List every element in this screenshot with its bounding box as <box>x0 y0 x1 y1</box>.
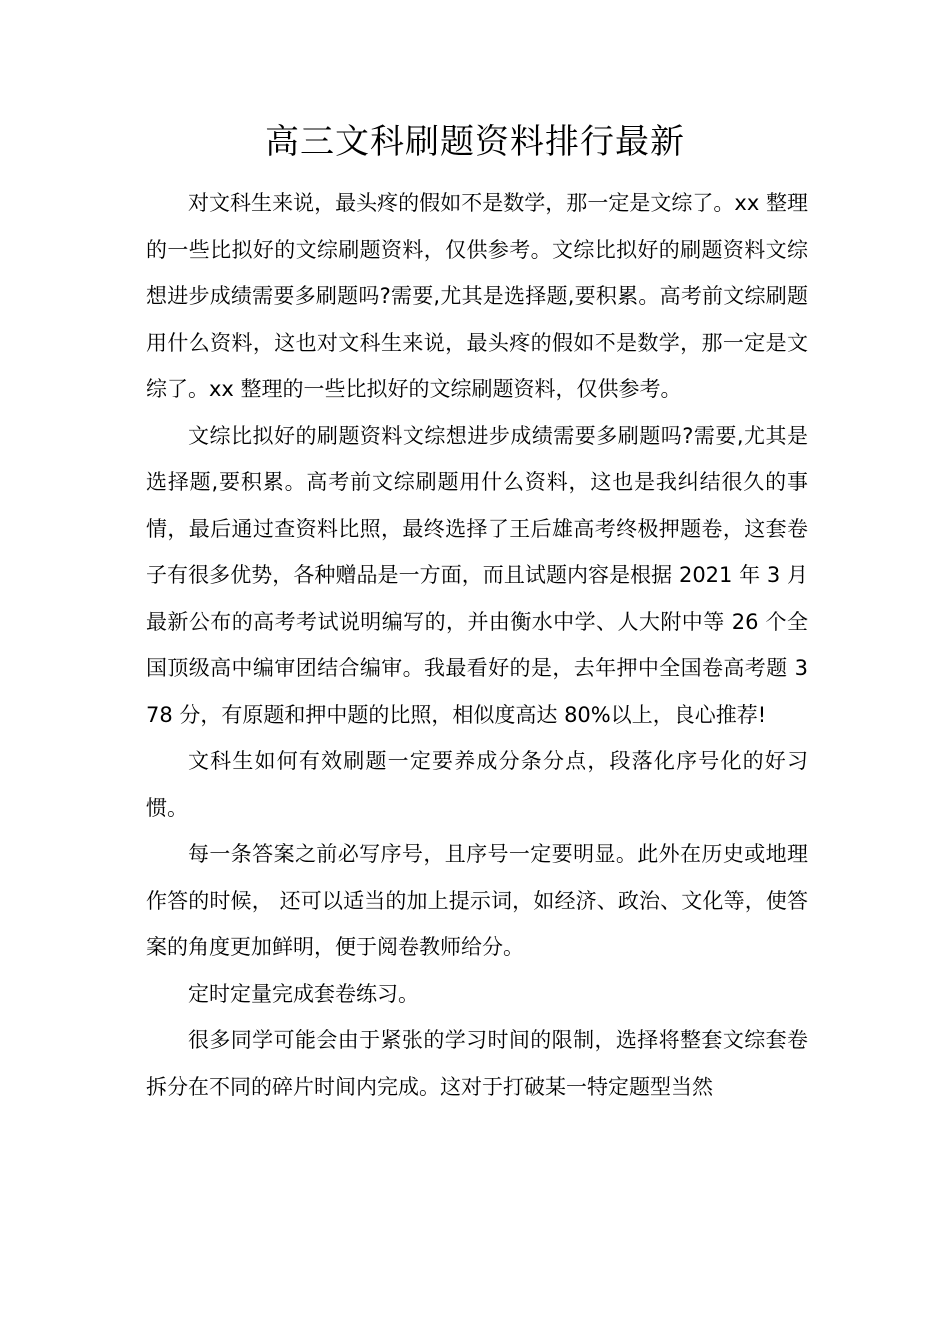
document-body <box>146 180 808 1110</box>
paragraph: 很多同学可能会由于紧张的学习时间的限制，选择将整套文综套卷拆分在不同的碎片时间内完成。这对于打破某一特定题型当然 <box>146 1028 808 1099</box>
paragraph: 文综比拟好的刷题资料文综想进步成绩需要多刷题吗?需要,尤其是选择题,要积累。高考前文综刷题用什么资料，这也是我纠结很久的事情，最后通过查资料比照，最终选择了王后雄高考终极押题卷，这套卷子有很多优势，各种赠品是一方面，而且试题内容是根据 2021 年 3 月最新公布的高考考试说明编写的，并由衡水中学、人大附中等 26 个全国顶级高中编审团结合编审。我最看好的是，去年押中全国卷高考题 378 分，有原题和押中题的比照，相似度高达 80%以上，良心推荐! <box>146 423 808 727</box>
paragraph: 定时定量完成套卷练习。 <box>188 981 419 1006</box>
paragraph: 文科生如何有效刷题一定要养成分条分点，段落化序号化的好习惯。 <box>146 749 808 820</box>
paragraph: 每一条答案之前必写序号，且序号一定要明显。此外在历史或地理作答的时候， 还可以适当的加上提示词，如经济、政治、文化等，使答案的角度更加鲜明，便于阅卷教师给分。 <box>146 842 808 959</box>
paragraph: 对文科生来说，最头疼的假如不是数学，那一定是文综了。xx 整理的一些比拟好的文综刷题资料，仅供参考。文综比拟好的刷题资料文综想进步成绩需要多刷题吗?需要,尤其是选择题,要积累。高考前文综刷题用什么资料，这也对文科生来说，最头疼的假如不是数学，那一定是文综了。xx 整理的一些比拟好的文综刷题资料，仅供参考。 <box>146 191 808 401</box>
document-title: 高三文科刷题资料排行最新 <box>265 122 685 162</box>
